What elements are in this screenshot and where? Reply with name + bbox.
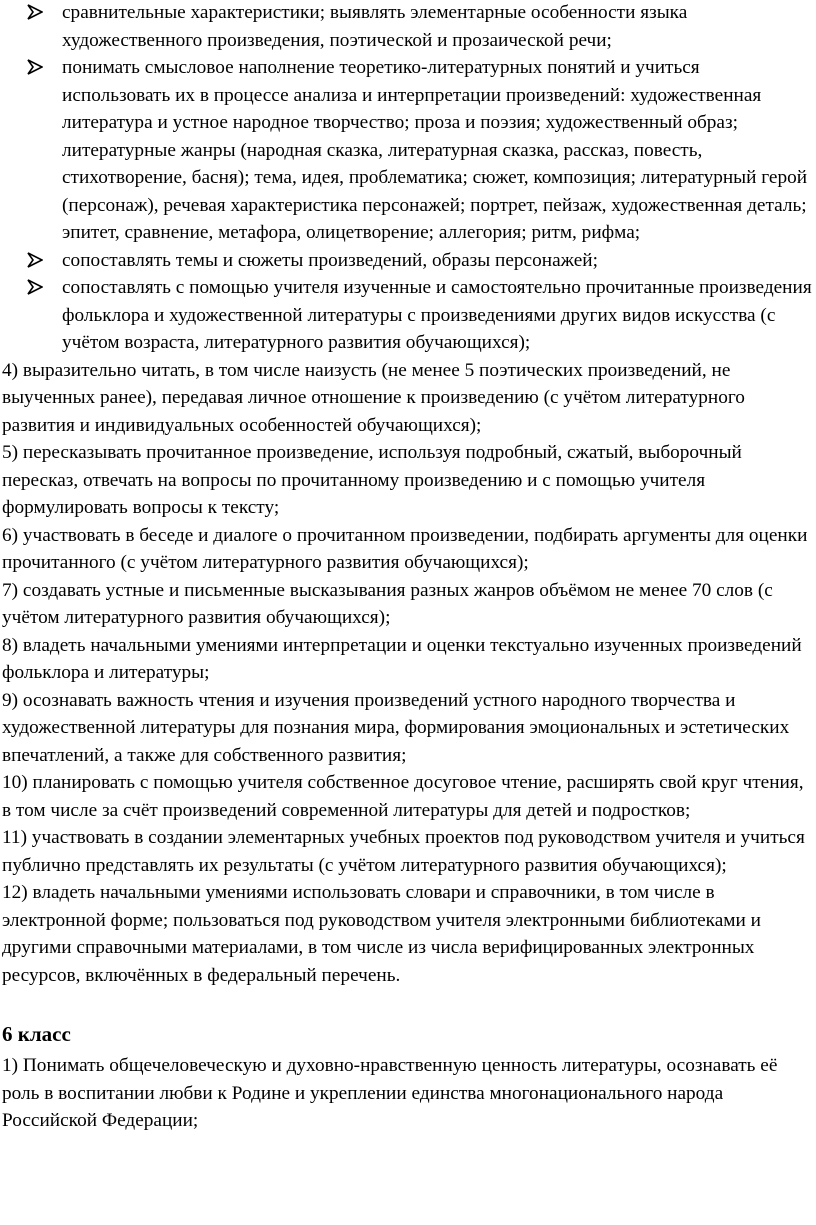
numbered-paragraph: 6) участвовать в беседе и диалоге о прочитанном произведении, подбирать аргументы для оценки прочитанного (с учётом литературного развития обучающихся); (2, 524, 808, 573)
numbered-paragraph: 12) владеть начальными умениями использовать словари и справочники, в том числе в электронной форме; пользоваться под руководством учителя электронными библиотеками и другими справочными материалами, в том числе из числа верифицированных электронных ресурсов, включённых в федеральный перечень. (2, 882, 761, 986)
list-item (0, 0, 816, 54)
bullet-text: сопоставлять темы и сюжеты произведений, образы персонажей; (62, 249, 598, 271)
arrowhead-bullet-icon (27, 279, 43, 295)
bullet-list (0, 0, 816, 357)
numbered-paragraph: 11) участвовать в создании элементарных учебных проектов под руководством учителя и учиться публично представлять их результаты (с учётом литературного развития обучающихся); (2, 827, 805, 876)
numbered-paragraph: 7) создавать устные и письменные высказывания разных жанров объёмом не менее 70 слов (с учётом литературного развития обучающихся); (2, 579, 773, 628)
list-item (0, 54, 816, 247)
numbered-paragraph: 9) осознавать важность чтения и изучения произведений устного народного творчества и художественной литературы для познания мира, формирования эмоциональных и эстетических впечатлений, а также для собственного развития; (2, 689, 790, 766)
list-item (0, 274, 816, 357)
arrowhead-bullet-icon (27, 59, 43, 75)
section-heading: 6 класс (2, 1022, 71, 1046)
numbered-paragraph: 8) владеть начальными умениями интерпретации и оценки текстуально изученных произведений фольклора и литературы; (2, 634, 802, 683)
list-item (0, 247, 816, 275)
bullet-text: сопоставлять с помощью учителя изученные и самостоятельно прочитанные произведения фольклора и художественной литературы с произведениями других видов искусства (с учётом возраста, литературного развития обучающихся); (62, 277, 812, 353)
arrowhead-bullet-icon (27, 4, 43, 20)
bullet-text: понимать смысловое наполнение теоретико-литературных понятий и учиться использовать их в процессе анализа и интерпретации произведений: художественная литература и устное народное творчество; проза и поэзия; художественный образ; литературные жанры (народная сказка, литературная сказка, рассказ, повесть, стихотворение, басня); тема, идея, проблематика; сюжет, композиция; литературный герой (персонаж), речевая характеристика персонажей; портрет, пейзаж, художественная деталь; эпитет, сравнение, метафора, олицетворение; аллегория; ритм, рифма; (62, 57, 808, 243)
numbered-paragraph: 4) выразительно читать, в том числе наизусть (не менее 5 поэтических произведений, не выученных ранее), передавая личное отношение к произведению (с учётом литературного развития и индивидуальных особенностей обучающихся); (2, 359, 745, 436)
numbered-paragraph: 5) пересказывать прочитанное произведение, используя подробный, сжатый, выборочный пересказ, отвечать на вопросы по прочитанному произведению и с помощью учителя формулировать вопросы к тексту; (2, 442, 742, 518)
arrowhead-bullet-icon (27, 252, 43, 268)
bullet-text: сравнительные характеристики; выявлять элементарные особенности языка художественного произведения, поэтической и прозаической речи; (62, 2, 688, 51)
numbered-paragraph: 10) планировать с помощью учителя собственное досуговое чтение, расширять свой круг чтения, в том числе за счёт произведений современной литературы для детей и подростков; (2, 772, 804, 821)
section-paragraph: 1) Понимать общечеловеческую и духовно-нравственную ценность литературы, осознавать её роль в воспитании любви к Родине и укреплении единства многонационального народа Российской Федерации; (2, 1055, 778, 1131)
